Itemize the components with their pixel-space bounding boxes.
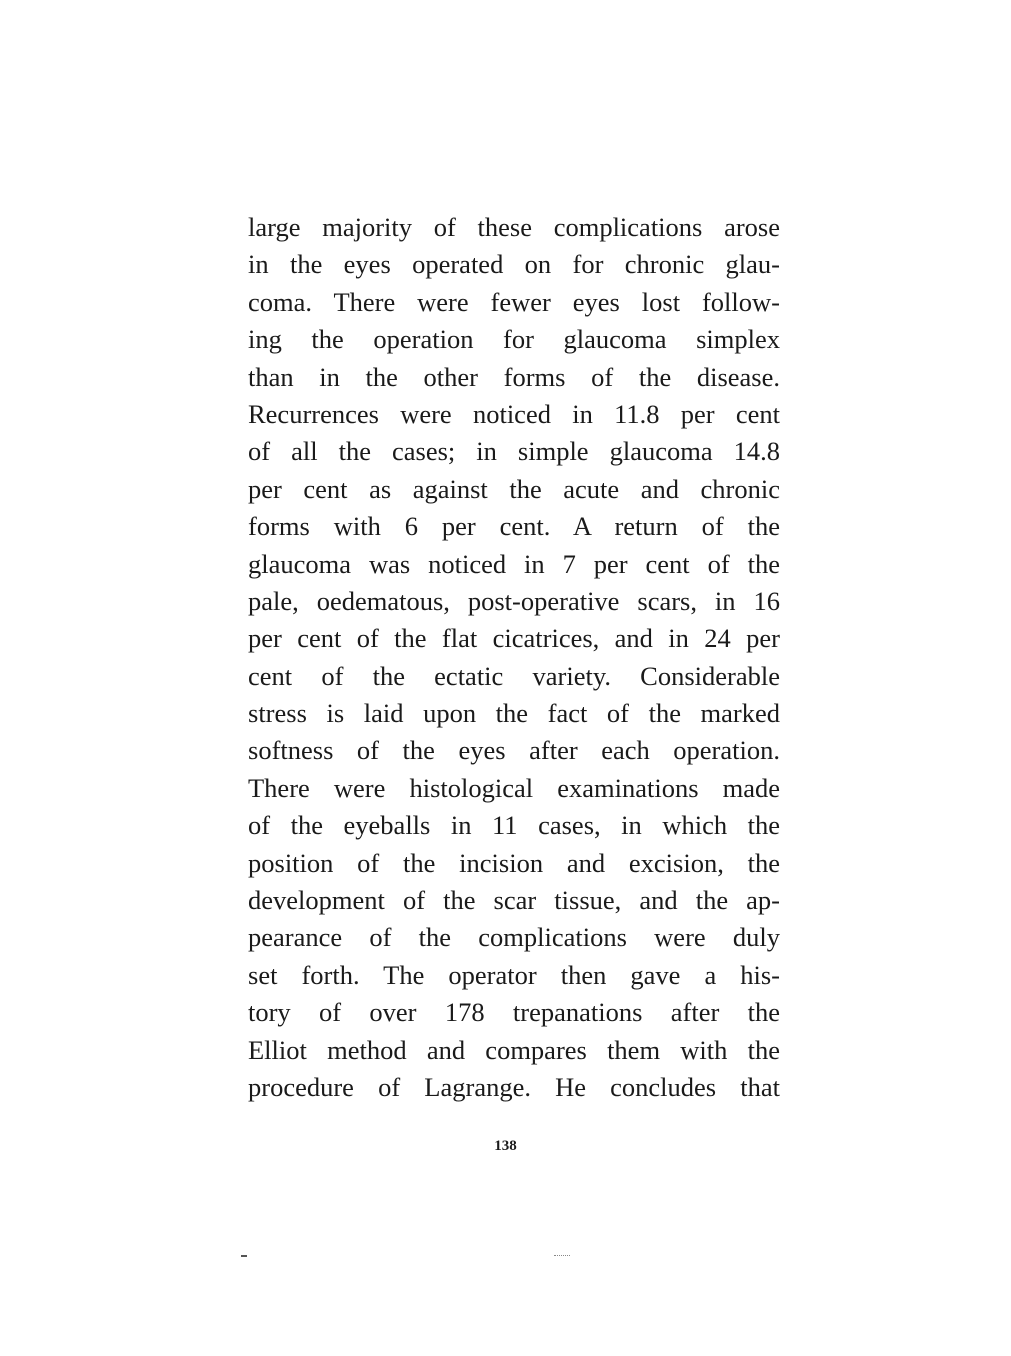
text-line-15: softness of the eyes after each operation. xyxy=(248,735,780,766)
body-text xyxy=(248,209,780,1106)
page-number: 138 xyxy=(494,1138,517,1154)
text-line-5: than in the other forms of the disease. xyxy=(248,361,780,392)
text-line-13: cent of the ectatic variety. Considerable xyxy=(248,660,780,691)
text-line-21: set forth. The operator then gave a his- xyxy=(248,959,780,990)
text-line-8: per cent as against the acute and chronic xyxy=(248,473,780,504)
text-line-23: Elliot method and compares them with the xyxy=(248,1034,780,1065)
text-line-10: glaucoma was noticed in 7 per cent of the xyxy=(248,548,780,579)
text-line-14: stress is laid upon the fact of the marked xyxy=(248,698,780,729)
scan-artifact-mark xyxy=(241,1255,247,1257)
text-line-19: development of the scar tissue, and the ap- xyxy=(248,885,780,916)
text-line-1: large majority of these complications arose xyxy=(248,212,780,242)
text-line-24: procedure of Lagrange. He concludes that xyxy=(248,1071,780,1102)
scan-artifact-dots xyxy=(554,1255,570,1256)
text-line-9: forms with 6 per cent. A return of the xyxy=(248,511,780,542)
text-line-11: pale, oedematous, post-operative scars, in 16 xyxy=(248,585,780,616)
text-line-12: per cent of the flat cicatrices, and in 24 per xyxy=(248,623,780,654)
text-line-2: in the eyes operated on for chronic glau- xyxy=(248,249,780,280)
text-line-6: Recurrences were noticed in 11.8 per cent xyxy=(248,398,780,429)
text-line-3: coma. There were fewer eyes lost follow- xyxy=(248,286,780,317)
text-line-4: ing the operation for glaucoma simplex xyxy=(248,324,780,355)
text-line-20: pearance of the complications were duly xyxy=(248,922,780,953)
text-line-22: tory of over 178 trepanations after the xyxy=(248,997,780,1028)
text-line-16: There were histological examinations made xyxy=(248,772,780,803)
text-line-7: of all the cases; in simple glaucoma 14.8 xyxy=(248,436,780,467)
text-line-18: position of the incision and excision, the xyxy=(248,847,780,878)
text-line-17: of the eyeballs in 11 cases, in which the xyxy=(248,810,780,841)
